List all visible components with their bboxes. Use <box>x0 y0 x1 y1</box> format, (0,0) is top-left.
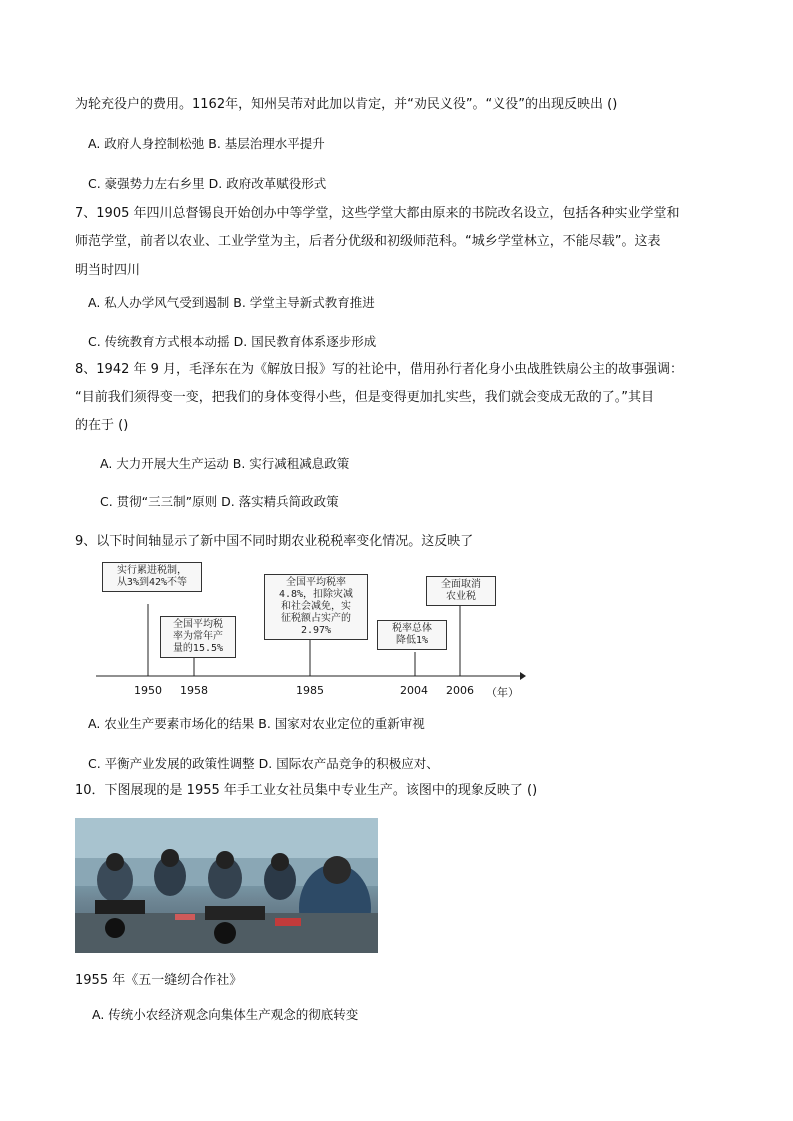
timeline-year: 2006 <box>446 684 474 697</box>
timeline-year: 1985 <box>296 684 324 697</box>
timeline-year: 2004 <box>400 684 428 697</box>
answer-options: C. 贯彻“三三制”原则 D. 落实精兵简政政策 <box>100 494 339 509</box>
question-text: 1955 年《五一缝纫合作社》 <box>75 973 243 988</box>
timeline-year: 1950 <box>134 684 162 697</box>
timeline-box-2004: 税率总体 降低1% <box>377 620 447 650</box>
timeline-box-1958: 全国平均税 率为常年产 量的15.5% <box>160 616 236 658</box>
timeline-unit: （年） <box>486 686 519 699</box>
answer-options: A. 传统小农经济观念向集体生产观念的彻底转变 <box>92 1007 359 1022</box>
question-text: 为轮充役户的费用。1162年，知州吴芾对此加以肯定，并“劝民义役”。“义役”的出现反映出 () <box>75 97 618 112</box>
question-text: 10．下图展现的是 1955 年手工业女社员集中专业生产。该图中的现象反映了 () <box>75 783 538 798</box>
question-text: 9、以下时间轴显示了新中国不同时期农业税税率变化情况。这反映了 <box>75 534 474 549</box>
answer-options: C. 豪强势力左右乡里 D. 政府改革赋役形式 <box>88 176 327 191</box>
answer-options: A. 大力开展大生产运动 B. 实行减租减息政策 <box>100 456 350 471</box>
timeline-year: 1958 <box>180 684 208 697</box>
question-text: 的在于 () <box>75 418 129 433</box>
question-text: 师范学堂，前者以农业、工业学堂为主，后者分优级和初级师范科。“城乡学堂林立，不能尽载”。这表 <box>75 234 661 249</box>
question-text: “目前我们须得变一变，把我们的身体变得小些，但是变得更加扎实些，我们就会变成无敌的了。”其目 <box>75 390 654 405</box>
answer-options: A. 政府人身控制松弛 B. 基层治理水平提升 <box>88 136 325 151</box>
question-text: 7、1905 年四川总督锡良开始创办中等学堂，这些学堂大都由原来的书院改名设立，包括各种实业学堂和 <box>75 206 680 221</box>
photo-illustration <box>75 818 378 953</box>
question-text: 明当时四川 <box>75 263 141 278</box>
timeline-box-1985: 全国平均税率 4.8%，扣除灾减 和社会减免，实 征税额占实产的 2.97% <box>264 574 368 640</box>
sewing-cooperative-photo <box>75 818 378 953</box>
timeline-box-1950: 实行累进税制， 从3%到42%不等 <box>102 562 202 592</box>
answer-options: C. 平衡产业发展的政策性调整 D. 国际农产品竞争的积极应对、 <box>88 756 439 771</box>
answer-options: A. 私人办学风气受到遏制 B. 学堂主导新式教育推进 <box>88 295 375 310</box>
tax-timeline-figure <box>88 558 526 704</box>
answer-options: A. 农业生产要素市场化的结果 B. 国家对农业定位的重新审视 <box>88 716 425 731</box>
question-text: 8、1942 年 9 月，毛泽东在为《解放日报》写的社论中，借用孙行者化身小虫战胜铁扇公主的故事强调： <box>75 362 684 377</box>
answer-options: C. 传统教育方式根本动摇 D. 国民教育体系逐步形成 <box>88 334 377 349</box>
timeline-box-2006: 全面取消 农业税 <box>426 576 496 606</box>
